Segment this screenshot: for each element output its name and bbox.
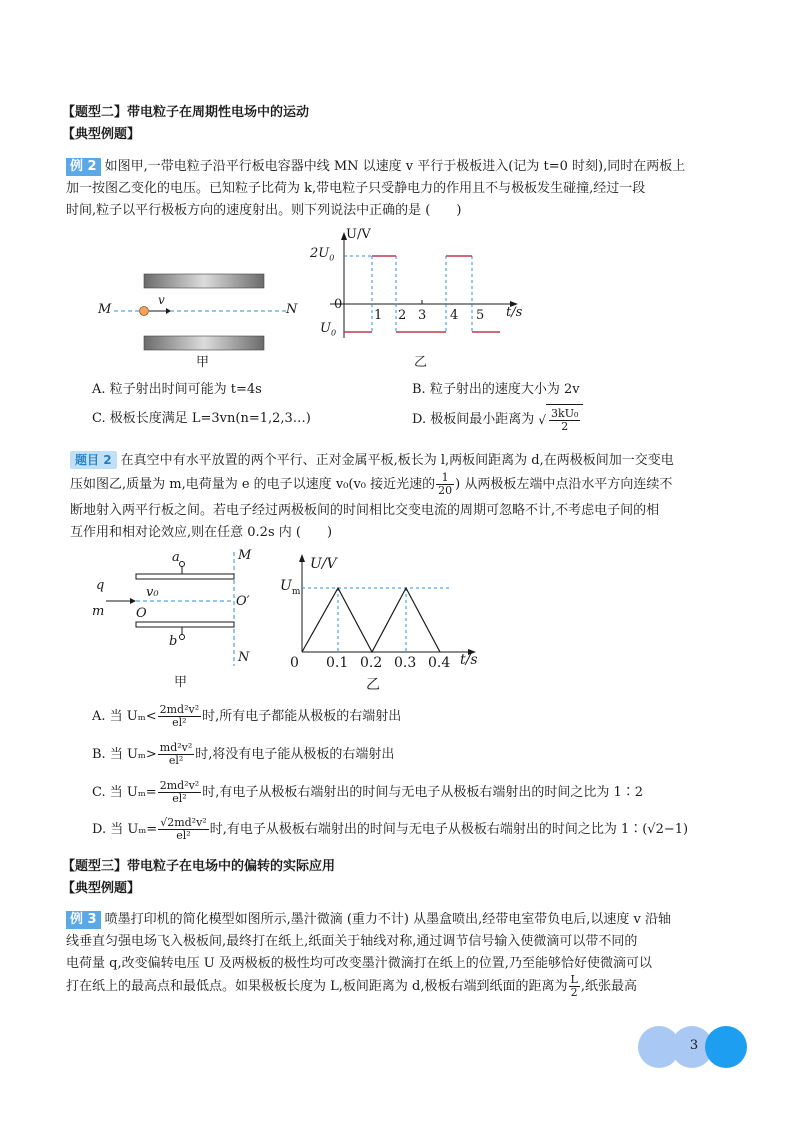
label-b: b	[169, 634, 178, 649]
fig-b-tick-5: 5	[476, 308, 485, 323]
fig-b-tick-3: 3	[418, 308, 427, 323]
label-v: v	[158, 293, 165, 307]
example3-line3: 电荷量 q,改变偏转电压 U 及两极板的极性均可改变墨汁微滴打在纸上的位置,乃至能够恰好使微滴可以	[66, 956, 652, 971]
q2-fig-b-zero: 0	[290, 655, 299, 671]
question2-option-b: B. 当 Uₘ> $\frac{\text{md²v²}}{\text{el²}}$ 时,将没有电子能从极板的右端射出	[92, 741, 395, 767]
q2-fig-b-ylabel: U/V	[310, 556, 337, 572]
example3-line4: 打在纸上的最高点和最低点。如果极板长度为 L,板间距离为 d,极板右端到纸面的距离为 $\frac{L}{2}$ ,纸张最高	[66, 973, 637, 999]
question-badge: 题目 2	[70, 451, 117, 469]
terminal-b	[180, 635, 185, 640]
label-v0: v₀	[146, 585, 159, 600]
fig-b-tick-1: 1	[374, 308, 383, 323]
example2-option-b: B. 粒子射出的速度大小为 2v	[412, 382, 580, 397]
label-q: q	[96, 578, 105, 593]
section3-subtitle: 【典型例题】	[62, 881, 141, 896]
q2-figure-b-caption: 乙	[366, 677, 380, 693]
q2-fig-b-Um: $U_m$	[280, 578, 301, 597]
section2-title: 【题型二】带电粒子在周期性电场中的运动	[62, 105, 310, 120]
question2-line3: 断地射入两平行板之间。若电子经过两极板间的时间相比交变电流的周期可忽略不计,不考虑电子间的相	[70, 503, 660, 518]
bottom-plate	[144, 336, 264, 350]
particle	[140, 307, 149, 316]
example2-line1: 例 2 如图甲,一带电粒子沿平行板电容器中线 MN 以速度 v 平行于极板进入(记为 t=0 时刻),同时在两板上	[66, 156, 685, 178]
terminal-a	[180, 562, 185, 567]
label-Oprime: O′	[236, 594, 250, 609]
fig-b-tick-2: 2	[398, 308, 407, 323]
fig-b-tick-4: 4	[450, 308, 459, 323]
example2-line2: 加一按图乙变化的电压。已知粒子比荷为 k,带电粒子只受静电力的作用且不与极板发生碰撞,经过一段	[66, 181, 646, 196]
question2-option-d: D. 当 Uₘ= $\frac{\text{√2md²v²}}{\text{el²}}$ 时,有电子从极板右端射出的时间与无电子从极板右端射出的时间之比为 1∶(√2−1)	[92, 816, 689, 842]
fig-b-U: $U_0$	[320, 321, 337, 338]
q2-fig-b-xlabel: t/s	[460, 652, 478, 668]
section3-title: 【题型三】带电粒子在电场中的偏转的实际应用	[62, 859, 336, 874]
example3-line1: 例 3 喷墨打印机的简化模型如图所示,墨汁微滴 (重力不计) 从墨盒喷出,经带电室带负电后,以速度 v 沿轴	[66, 909, 671, 931]
q2-fig-b-tick-2: 0.2	[360, 655, 383, 671]
fig-b-zero: 0	[334, 297, 343, 312]
figure-a-caption: 甲	[196, 355, 210, 370]
fig-b-xlabel: t/s	[506, 305, 523, 320]
q2-fig-b-tick-3: 0.3	[394, 655, 417, 671]
question2-line2: 压如图乙,质量为 m,电荷量为 e 的电子以速度 v₀(v₀ 接近光速的 $\frac{1}{20}$ ) 从两极板左端中点沿水平方向连续不	[70, 471, 673, 497]
lower-plate	[136, 622, 234, 627]
upper-plate	[136, 574, 234, 579]
question2-line4: 互作用和相对论效应,则在任意 0.2s 内 ( )	[70, 525, 333, 540]
example2-option-a: A. 粒子射出时间可能为 t=4s	[92, 382, 262, 397]
figure-b-caption: 乙	[414, 355, 428, 370]
page-number: 3	[689, 1038, 699, 1053]
label-O: O	[136, 606, 147, 621]
label-m: m	[92, 604, 105, 619]
label-M: M	[98, 302, 112, 317]
q2-figure-a-caption: 甲	[174, 675, 188, 690]
page-number-badge	[638, 1026, 750, 1068]
top-plate	[144, 274, 264, 288]
section2-subtitle: 【典型例题】	[62, 127, 141, 142]
example3-line2: 线垂直匀强电场飞入极板间,最终打在纸上,纸面关于轴线对称,通过调节信号输入使微滴可以带不同的	[66, 934, 638, 949]
question2-line1: 题目 2 在真空中有水平放置的两个平行、正对金属平板,板长为 l,两板间距离为 d,在两极板间加一交变电	[70, 450, 674, 472]
label-M2: M	[238, 548, 252, 563]
example-badge: 例 3	[66, 911, 101, 929]
question2-option-a: A. 当 Uₘ< $\frac{\text{2md²v²}}{\text{el²}}$ 时,所有电子都能从极板的右端射出	[92, 703, 402, 729]
question2-option-c: C. 当 Uₘ= $\frac{\text{2md²v²}}{\text{el²}}$ 时,有电子从极板右端射出的时间与无电子从极板右端射出的时间之比为 1∶2	[92, 779, 644, 805]
fig-b-2U: $2U_0$	[310, 246, 335, 263]
q2-fig-b-tick-1: 0.1	[326, 655, 349, 671]
label-a: a	[172, 550, 180, 565]
example2-option-c: C. 极板长度满足 L=3vn(n=1,2,3…)	[92, 411, 311, 426]
example-badge: 例 2	[66, 158, 101, 176]
q2-fig-b-tick-4: 0.4	[428, 655, 451, 671]
label-N: N	[286, 302, 298, 317]
fig-b-ylabel: U/V	[346, 227, 371, 242]
triangle-signal	[302, 588, 440, 652]
example2-line3: 时间,粒子以平行极板方向的速度射出。则下列说法中正确的是 ( )	[66, 203, 462, 218]
guide-lines	[302, 588, 450, 652]
label-N2: N	[238, 650, 250, 665]
example2-option-d: D. 极板间最小距离为 √ $\frac{\text{3kU₀}}{2}$	[412, 404, 583, 435]
